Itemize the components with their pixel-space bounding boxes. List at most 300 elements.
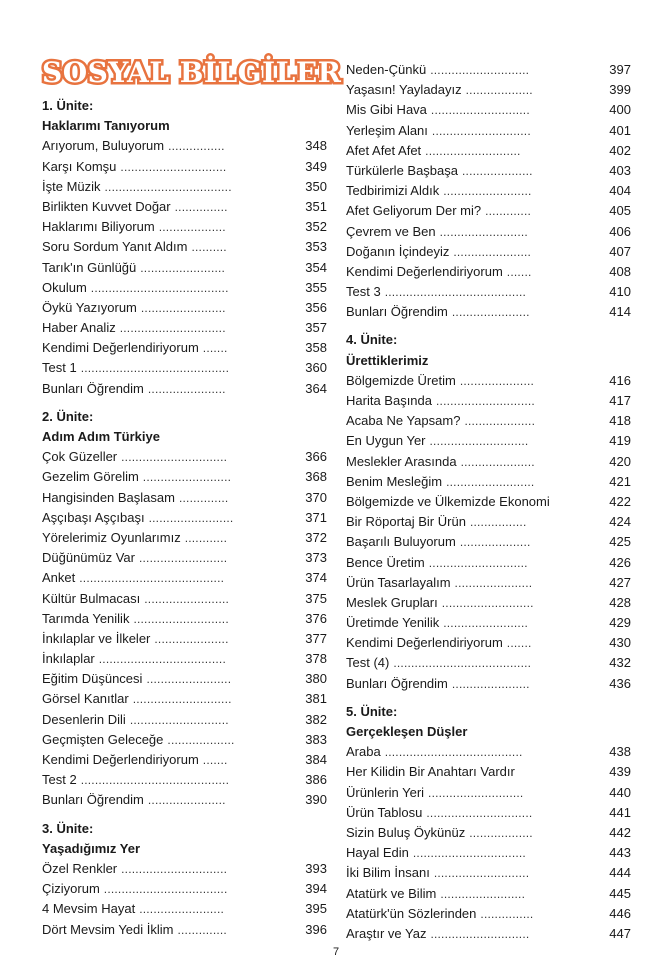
toc-entry[interactable]	[346, 823, 631, 843]
entry-title: Öykü Yazıyorum	[42, 299, 137, 315]
entry-title: Atatürk ve Bilim	[346, 885, 437, 901]
dot-leader: ............................	[428, 555, 528, 570]
toc-entry[interactable]	[42, 217, 327, 237]
entry-title: Soru Sordum Yanıt Aldım	[42, 239, 188, 255]
dot-leader: ...................................	[103, 882, 228, 897]
entry-title: Gezelim Görelim	[42, 469, 139, 485]
dot-leader: ....................	[464, 414, 536, 429]
entry-page-number: 356	[305, 299, 327, 315]
toc-entry[interactable]	[346, 553, 631, 573]
dot-leader: ..............	[178, 490, 229, 505]
dot-leader: ............................	[430, 103, 530, 118]
entry-page-number: 378	[305, 651, 327, 667]
entry-title: Çiziyorum	[42, 881, 100, 897]
dot-leader: ...................	[465, 83, 533, 98]
toc-left-column	[42, 96, 327, 940]
entry-title: Başarılı Buluyorum	[346, 534, 456, 550]
toc-entry[interactable]	[42, 237, 327, 257]
entry-title: İnkılaplar ve İlkeler	[42, 630, 151, 646]
entry-page-number: 416	[609, 372, 631, 388]
unit-number: 2. Ünite:	[42, 408, 94, 424]
toc-entry[interactable]	[346, 121, 631, 141]
dot-leader: ....................	[459, 535, 531, 550]
entry-title: Özel Renkler	[42, 860, 118, 876]
unit-title: Haklarımı Tanıyorum	[42, 118, 170, 134]
toc-entry[interactable]	[42, 318, 327, 338]
toc-entry[interactable]	[42, 298, 327, 318]
entry-page-number: 383	[305, 731, 327, 747]
entry-page-number: 400	[609, 102, 631, 118]
toc-entry[interactable]	[346, 141, 631, 161]
dot-leader: ..............................	[120, 159, 227, 174]
entry-page-number: 419	[609, 433, 631, 449]
entry-title: İşte Müzik	[42, 178, 101, 194]
entry-title: Benim Mesleğim	[346, 473, 443, 489]
toc-entry[interactable]	[346, 573, 631, 593]
dot-leader: ........................	[140, 260, 226, 275]
toc-entry[interactable]	[42, 338, 327, 358]
entry-page-number: 428	[609, 594, 631, 610]
dot-leader: ......................	[451, 305, 530, 320]
dot-leader: ........................	[146, 672, 232, 687]
toc-entry[interactable]	[42, 157, 327, 177]
entry-page-number: 352	[305, 219, 327, 235]
toc-entry[interactable]	[346, 181, 631, 201]
toc-entry[interactable]	[42, 379, 327, 399]
dot-leader: ..........................................	[80, 361, 230, 376]
toc-entry[interactable]	[42, 488, 327, 508]
entry-page-number: 370	[305, 489, 327, 505]
dot-leader: .........................................	[79, 571, 225, 586]
toc-entry[interactable]	[42, 669, 327, 689]
dot-leader: ..........	[191, 240, 227, 255]
dot-leader: .........................	[443, 184, 532, 199]
toc-entry[interactable]	[42, 548, 327, 568]
entry-title: Test (4)	[346, 655, 390, 671]
dot-leader: .............	[485, 204, 532, 219]
dot-leader: ..........................	[441, 595, 534, 610]
entry-page-number: 443	[609, 845, 631, 861]
toc-entry[interactable]	[42, 879, 327, 899]
entry-page-number: 417	[609, 393, 631, 408]
toc-entry[interactable]	[346, 411, 631, 431]
toc-entry[interactable]	[346, 100, 631, 120]
entry-page-number: 442	[609, 824, 631, 840]
toc-entry[interactable]	[346, 613, 631, 633]
entry-page-number: 390	[305, 792, 327, 808]
toc-entry[interactable]	[346, 242, 631, 262]
entry-title: Doğanın İçindeyiz	[346, 243, 450, 259]
entry-title: Ürünlerin Yeri	[346, 784, 425, 800]
unit-number: 1. Ünite:	[42, 98, 94, 113]
toc-entry[interactable]	[42, 730, 327, 750]
unit-number: 3. Ünite:	[42, 820, 94, 836]
entry-page-number: 403	[609, 162, 631, 178]
dot-leader: ..............................	[121, 450, 228, 465]
entry-page-number: 382	[305, 711, 327, 727]
entry-page-number: 406	[609, 223, 631, 239]
dot-leader: ...............	[174, 199, 228, 214]
dot-leader: ...............	[480, 906, 534, 921]
toc-entry[interactable]	[346, 222, 631, 242]
entry-page-number: 439	[609, 764, 631, 780]
entry-page-number: 418	[609, 413, 631, 429]
toc-unit-continued	[346, 60, 631, 322]
entry-title: Ürün Tasarlayalım	[346, 574, 451, 590]
entry-title: Afet Geliyorum Der mi?	[346, 203, 482, 219]
toc-entry[interactable]	[346, 532, 631, 552]
toc-entry[interactable]	[346, 674, 631, 694]
entry-title: Hayal Edin	[346, 845, 409, 861]
entry-title: 4 Mevsim Hayat	[42, 901, 136, 917]
entry-title: Acaba Ne Yapsam?	[346, 413, 461, 429]
entry-page-number: 438	[609, 744, 631, 760]
entry-page-number: 429	[609, 615, 631, 631]
toc-entry[interactable]	[346, 391, 631, 411]
entry-title: Görsel Kanıtlar	[42, 691, 129, 707]
entry-page-number: 425	[609, 534, 631, 550]
toc-entry[interactable]	[346, 762, 631, 782]
dot-leader: ...........................	[433, 866, 530, 881]
entry-page-number: 422	[609, 493, 631, 509]
dot-leader: ........................	[148, 510, 234, 525]
toc-unit	[42, 96, 327, 399]
toc-entry[interactable]	[346, 262, 631, 282]
entry-title: Desenlerin Dili	[42, 711, 126, 727]
entry-page-number: 366	[305, 449, 327, 465]
entry-page-number: 441	[609, 804, 631, 820]
toc-entry[interactable]	[346, 924, 631, 944]
unit-title: Adım Adım Türkiye	[42, 429, 160, 444]
dot-leader: .......................................	[90, 280, 229, 295]
dot-leader: ......................	[147, 381, 226, 396]
dot-leader: ...........................	[425, 143, 521, 158]
toc-entry[interactable]	[42, 609, 327, 629]
toc-entry[interactable]	[42, 258, 327, 278]
toc-entry[interactable]	[346, 492, 631, 512]
toc-entry[interactable]	[42, 750, 327, 770]
toc-entry[interactable]	[346, 653, 631, 673]
entry-title: En Uygun Yer	[346, 433, 426, 449]
dot-leader: ...................	[158, 220, 226, 235]
entry-page-number: 410	[609, 284, 631, 300]
unit-number: 4. Ünite:	[346, 332, 398, 348]
entry-title: Geçmişten Geleceğe	[42, 731, 164, 747]
dot-leader: ............................	[431, 123, 531, 138]
entry-page-number: 397	[609, 62, 631, 77]
entry-page-number: 360	[305, 360, 327, 376]
entry-page-number: 414	[609, 304, 631, 320]
entry-page-number: 375	[305, 590, 327, 606]
toc-entry[interactable]	[346, 633, 631, 653]
dot-leader: ....................................	[98, 652, 226, 667]
entry-page-number: 395	[305, 901, 327, 917]
entry-title: Meslekler Arasında	[346, 453, 457, 469]
entry-page-number: 368	[305, 469, 327, 485]
toc-entry[interactable]	[346, 161, 631, 181]
entry-title: Tedbirimizi Aldık	[346, 183, 440, 199]
dot-leader: ..............................	[426, 805, 533, 820]
dot-leader: .......	[202, 341, 228, 356]
toc-entry[interactable]	[346, 452, 631, 472]
toc-entry[interactable]	[42, 629, 327, 649]
dot-leader: ............................	[129, 712, 229, 727]
entry-page-number: 372	[305, 529, 327, 545]
toc-entry[interactable]	[346, 843, 631, 863]
dot-leader: .......................................	[384, 745, 523, 760]
toc-entry[interactable]	[42, 710, 327, 730]
entry-page-number: 396	[305, 921, 327, 937]
toc-entry[interactable]	[42, 899, 327, 919]
toc-entry[interactable]	[42, 508, 327, 528]
toc-entry[interactable]	[42, 589, 327, 609]
entry-title: Tarımda Yenilik	[42, 610, 130, 626]
entry-page-number: 357	[305, 320, 327, 336]
dot-leader: ..............................	[121, 861, 228, 876]
entry-page-number: 377	[305, 630, 327, 646]
dot-leader: ..............	[177, 922, 227, 937]
dot-leader: ................	[168, 139, 225, 154]
toc-entry[interactable]	[346, 863, 631, 883]
entry-title: Eğitim Düşüncesi	[42, 671, 143, 687]
toc-right-column	[346, 60, 631, 944]
entry-title: İnkılaplar	[42, 651, 95, 667]
dot-leader: ....................	[462, 163, 533, 178]
toc-entry[interactable]	[346, 593, 631, 613]
dot-leader: ................	[469, 515, 527, 530]
entry-page-number: 355	[305, 279, 327, 295]
page-number: 7	[332, 946, 340, 958]
entry-page-number: 364	[305, 380, 327, 396]
entry-title: Dört Mevsim Yedi İklim	[42, 921, 174, 937]
toc-unit	[42, 407, 327, 811]
entry-title: Bunları Öğrendim	[346, 304, 448, 320]
entry-title: Araba	[346, 744, 381, 760]
entry-page-number: 424	[609, 514, 631, 530]
dot-leader: ............................	[430, 926, 530, 941]
entry-page-number: 407	[609, 243, 631, 259]
entry-page-number: 376	[305, 610, 327, 626]
entry-title: Ürün Tablosu	[346, 804, 423, 820]
dot-leader: ..........................................	[80, 773, 230, 788]
entry-page-number: 436	[609, 675, 631, 691]
entry-title: Bölgemizde Üretim	[346, 372, 456, 388]
toc-entry[interactable]	[42, 859, 327, 879]
entry-title: Haber Analiz	[42, 320, 116, 336]
entry-page-number: 353	[305, 239, 327, 255]
entry-title: Afet Afet Afet	[346, 142, 422, 158]
toc-entry[interactable]	[42, 689, 327, 709]
toc-entry[interactable]	[346, 80, 631, 100]
entry-title: Araştır ve Yaz	[346, 925, 427, 941]
entry-title: Bence Üretim	[346, 554, 425, 570]
dot-leader: .........................	[439, 224, 528, 239]
toc-unit	[42, 819, 327, 940]
entry-page-number: 447	[609, 925, 631, 941]
entry-title: Bölgemizde ve Ülkemizde Ekonomi	[346, 493, 550, 509]
entry-title: Yörelerimiz Oyunlarımız	[42, 529, 181, 545]
page-title: SOSYAL BİLGİLER	[42, 56, 342, 89]
dot-leader: ........................................	[384, 285, 527, 300]
entry-title: Bunları Öğrendim	[42, 380, 144, 396]
dot-leader: ...................	[167, 732, 235, 747]
toc-entry[interactable]	[346, 742, 631, 762]
entry-title: Test 3	[346, 284, 381, 300]
dot-leader: .......................................	[393, 656, 532, 671]
entry-page-number: 408	[609, 263, 631, 279]
entry-title: Meslek Grupları	[346, 594, 438, 610]
toc-entry[interactable]	[346, 431, 631, 451]
dot-leader: ..................	[469, 825, 533, 840]
dot-leader: ......................	[451, 676, 530, 691]
dot-leader: ........................	[440, 886, 526, 901]
entry-page-number: 373	[305, 550, 327, 566]
toc-entry[interactable]	[346, 884, 631, 904]
dot-leader: ......................	[453, 244, 532, 259]
entry-title: Haklarımı Biliyorum	[42, 219, 155, 235]
dot-leader: ............................	[430, 63, 530, 77]
entry-title: Yaşasın! Yayladayız	[346, 82, 462, 98]
dot-leader: .......	[202, 753, 228, 767]
toc-entry[interactable]	[42, 447, 327, 467]
toc-entry[interactable]	[346, 371, 631, 391]
toc-entry[interactable]	[42, 920, 327, 940]
dot-leader: ....................................	[104, 179, 232, 194]
toc-entry[interactable]	[42, 136, 327, 156]
entry-page-number: 354	[305, 259, 327, 275]
entry-title: Sizin Buluş Öykünüz	[346, 824, 466, 840]
entry-title: Karşı Komşu	[42, 158, 117, 174]
toc-entry[interactable]	[42, 358, 327, 378]
entry-title: Türkülerle Başbaşa	[346, 162, 458, 178]
entry-page-number: 426	[609, 554, 631, 570]
entry-title: Her Kilidin Bir Anahtarı Vardır	[346, 764, 515, 780]
dot-leader: .........................	[446, 474, 535, 489]
entry-page-number: 393	[305, 860, 327, 876]
entry-title: Test 1	[42, 360, 77, 376]
entry-page-number: 348	[305, 138, 327, 154]
toc-entry[interactable]	[346, 472, 631, 492]
dot-leader: .......	[506, 636, 532, 651]
entry-page-number: 384	[305, 752, 327, 767]
entry-title: Bunları Öğrendim	[346, 675, 448, 691]
dot-leader: ........................	[443, 616, 529, 631]
toc-entry[interactable]	[346, 904, 631, 924]
entry-page-number: 445	[609, 885, 631, 901]
entry-title: Birlikten Kuvvet Doğar	[42, 198, 171, 214]
dot-leader: .....................	[459, 373, 535, 388]
dot-leader: ......................	[147, 793, 226, 808]
entry-title: Aşçıbaşı Aşçıbaşı	[42, 509, 145, 525]
dot-leader: ............................	[436, 394, 535, 408]
entry-page-number: 432	[609, 655, 631, 671]
dot-leader: .........................	[142, 470, 232, 485]
toc-entry[interactable]	[346, 803, 631, 823]
dot-leader: ................................	[412, 846, 526, 861]
dot-leader: ...........................	[133, 611, 229, 626]
dot-leader: ...........................	[428, 785, 524, 800]
entry-title: Kendimi Değerlendiriyorum	[42, 752, 199, 767]
entry-title: Bunları Öğrendim	[42, 792, 144, 808]
dot-leader: ..............................	[119, 321, 226, 336]
entry-title: Kültür Bulmacası	[42, 590, 141, 606]
entry-page-number: 351	[305, 198, 327, 214]
entry-title: Kendimi Değerlendiriyorum	[42, 340, 199, 356]
entry-page-number: 399	[609, 82, 631, 98]
entry-page-number: 394	[305, 881, 327, 897]
toc-unit	[346, 702, 631, 944]
toc-entry[interactable]	[42, 278, 327, 298]
toc-entry[interactable]	[42, 770, 327, 790]
entry-page-number: 402	[609, 142, 631, 158]
dot-leader: ........................	[144, 591, 230, 606]
toc-entry[interactable]	[346, 282, 631, 302]
entry-title: Arıyorum, Buluyorum	[42, 138, 165, 154]
entry-page-number: 420	[609, 453, 631, 469]
entry-title: Yerleşim Alanı	[346, 122, 428, 138]
entry-page-number: 371	[305, 509, 327, 525]
entry-page-number: 380	[305, 671, 327, 687]
dot-leader: .........................	[138, 551, 228, 566]
toc-entry[interactable]	[42, 177, 327, 197]
toc-entry[interactable]	[346, 302, 631, 322]
entry-page-number: 349	[305, 158, 327, 174]
unit-title: Gerçekleşen Düşler	[346, 724, 468, 739]
unit-number: 5. Ünite:	[346, 703, 398, 719]
toc-entry[interactable]	[346, 783, 631, 803]
dot-leader: ............	[184, 530, 228, 545]
toc-entry[interactable]	[42, 197, 327, 217]
entry-title: Anket	[42, 570, 76, 586]
dot-leader: .....................	[154, 631, 229, 646]
entry-title: İki Bilim İnsanı	[346, 865, 430, 881]
toc-entry[interactable]	[42, 568, 327, 588]
entry-title: Atatürk'ün Sözlerinden	[346, 905, 477, 921]
dot-leader: ........................	[140, 300, 226, 315]
entry-page-number: 350	[305, 178, 327, 194]
dot-leader: .....................	[460, 454, 535, 469]
toc-entry[interactable]	[42, 528, 327, 548]
toc-entry[interactable]	[42, 467, 327, 487]
entry-page-number: 374	[305, 570, 327, 586]
unit-title: Ürettiklerimiz	[346, 352, 429, 368]
entry-page-number: 386	[305, 772, 327, 788]
entry-title: Neden-Çünkü	[346, 62, 427, 77]
entry-title: Çevrem ve Ben	[346, 223, 436, 239]
dot-leader: ............................	[132, 692, 232, 707]
entry-page-number: 427	[609, 574, 631, 590]
unit-title: Yaşadığımız Yer	[42, 840, 141, 856]
entry-page-number: 358	[305, 340, 327, 356]
entry-page-number: 401	[609, 122, 631, 138]
toc-entry[interactable]	[42, 649, 327, 669]
dot-leader: ........................	[139, 902, 225, 917]
entry-page-number: 430	[609, 635, 631, 651]
entry-title: Okulum	[42, 279, 87, 295]
entry-page-number: 405	[609, 203, 631, 219]
toc-entry[interactable]	[346, 201, 631, 221]
toc-entry[interactable]	[346, 60, 631, 80]
entry-title: Test 2	[42, 772, 77, 788]
entry-title: Düğünümüz Var	[42, 550, 135, 566]
entry-page-number: 421	[609, 473, 631, 489]
toc-entry[interactable]	[346, 512, 631, 532]
entry-page-number: 440	[609, 784, 631, 800]
entry-title: Çok Güzeller	[42, 449, 118, 465]
entry-title: Kendimi Değerlendiriyorum	[346, 635, 503, 651]
dot-leader: .......	[506, 264, 532, 279]
toc-entry[interactable]	[42, 790, 327, 810]
